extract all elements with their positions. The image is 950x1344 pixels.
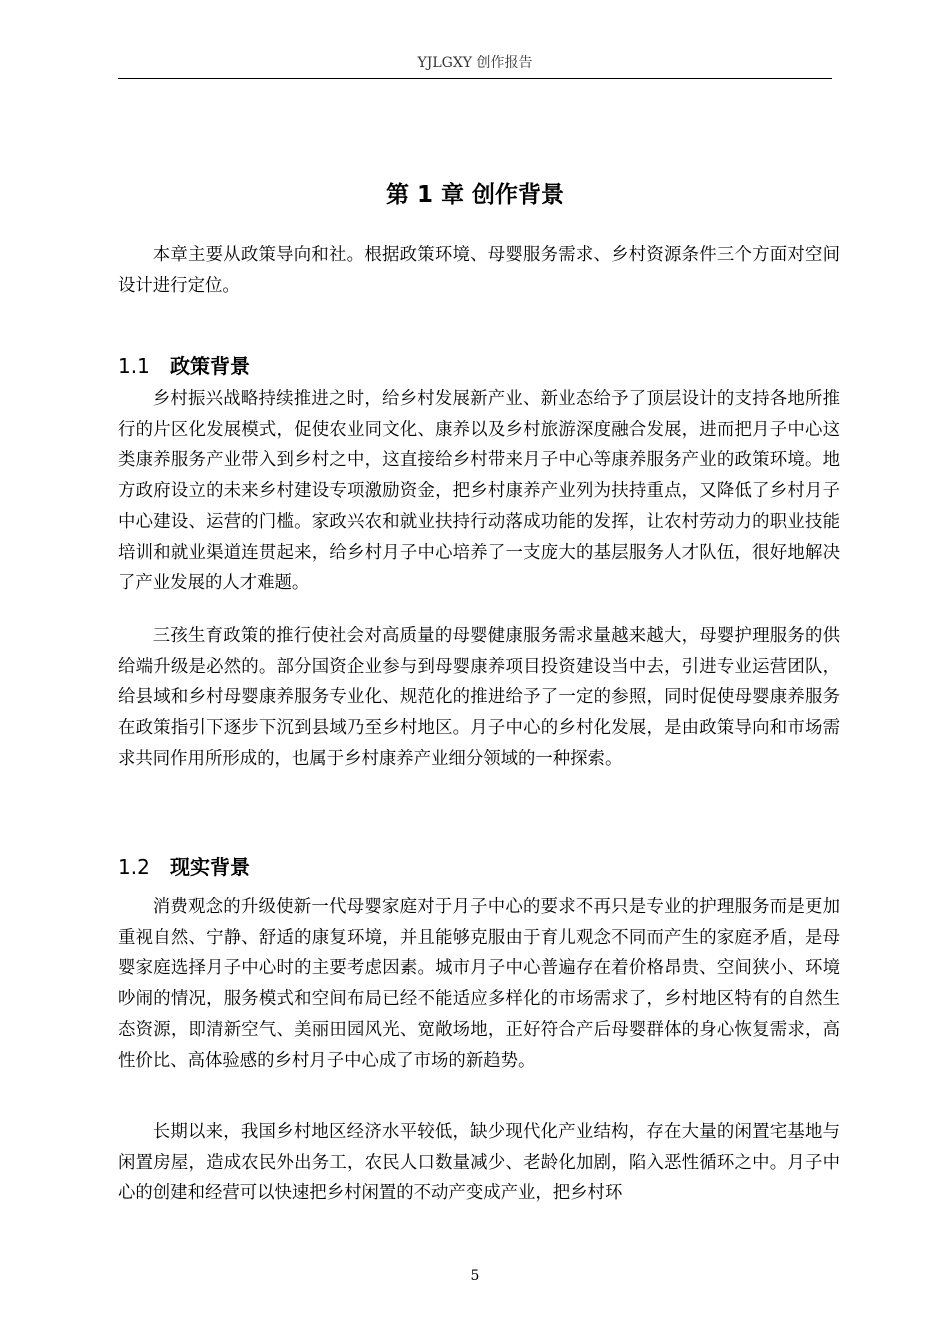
- intro-paragraph: 本章主要从政策导向和社。根据政策环境、母婴服务需求、乡村资源条件三个方面对空间设计进行定位。: [118, 245, 840, 296]
- body-paragraph: 三孩生育政策的推行使社会对高质量的母婴健康服务需求量越来越大，母婴护理服务的供给端升级是必然的。部分国资企业参与到母婴康养项目投资建设当中去，引进专业运营团队，给县域和乡村母婴康养服务专业化、规范化的推进给予了一定的参照，同时促使母婴康养服务在政策指引下逐步下沉到县域乃至乡村地区。月子中心的乡村化发展，是由政策导向和市场需求共同作用所形成的，也属于乡村康养产业细分领域的一种探索。: [118, 626, 840, 769]
- section-title: 现实背景: [170, 855, 250, 879]
- section-heading-1-2: [118, 851, 250, 880]
- body-paragraph: 长期以来，我国乡村地区经济水平较低，缺少现代化产业结构，存在大量的闲置宅基地与闲置房屋，造成农民外出务工，农民人口数量减少、老龄化加剧，陷入恶性循环之中。月子中心的创建和经营可以快速把乡村闲置的不动产变成产业，把乡村环: [118, 1122, 840, 1204]
- section-heading-1-1: [118, 350, 250, 379]
- section-number: 1.1: [118, 354, 150, 378]
- section-title: 政策背景: [170, 354, 250, 378]
- page-header: YJLGXY 创作报告: [417, 55, 533, 71]
- page-number: 5: [470, 1268, 480, 1284]
- chapter-title: 第 1 章 创作背景: [385, 182, 565, 208]
- body-paragraph: 消费观念的升级使新一代母婴家庭对于月子中心的要求不再只是专业的护理服务而是更加重视自然、宁静、舒适的康复环境，并且能够克服由于育儿观念不同而产生的家庭矛盾，是母婴家庭选择月子中心时的主要考虑因素。城市月子中心普遍存在着价格昂贵、空间狭小、环境吵闹的情况，服务模式和空间布局已经不能适应多样化的市场需求了，乡村地区特有的自然生态资源，即清新空气、美丽田园风光、宽敞场地，正好符合产后母婴群体的身心恢复需求，高性价比、高体验感的乡村月子中心成了市场的新趋势。: [118, 897, 840, 1071]
- header-divider: [118, 78, 832, 79]
- body-paragraph: 乡村振兴战略持续推进之时，给乡村发展新产业、新业态给予了顶层设计的支持各地所推行的片区化发展模式，促使农业同文化、康养以及乡村旅游深度融合发展，进而把月子中心这类康养服务产业带入到乡村之中，这直接给乡村带来月子中心等康养服务产业的政策环境。地方政府设立的未来乡村建设专项激励资金，把乡村康养产业列为扶持重点，又降低了乡村月子中心建设、运营的门槛。家政兴农和就业扶持行动落成功能的发挥，让农村劳动力的职业技能培训和就业渠道连贯起来，给乡村月子中心培养了一支庞大的基层服务人才队伍，很好地解决了产业发展的人才难题。: [118, 389, 840, 594]
- section-number: 1.2: [118, 855, 150, 879]
